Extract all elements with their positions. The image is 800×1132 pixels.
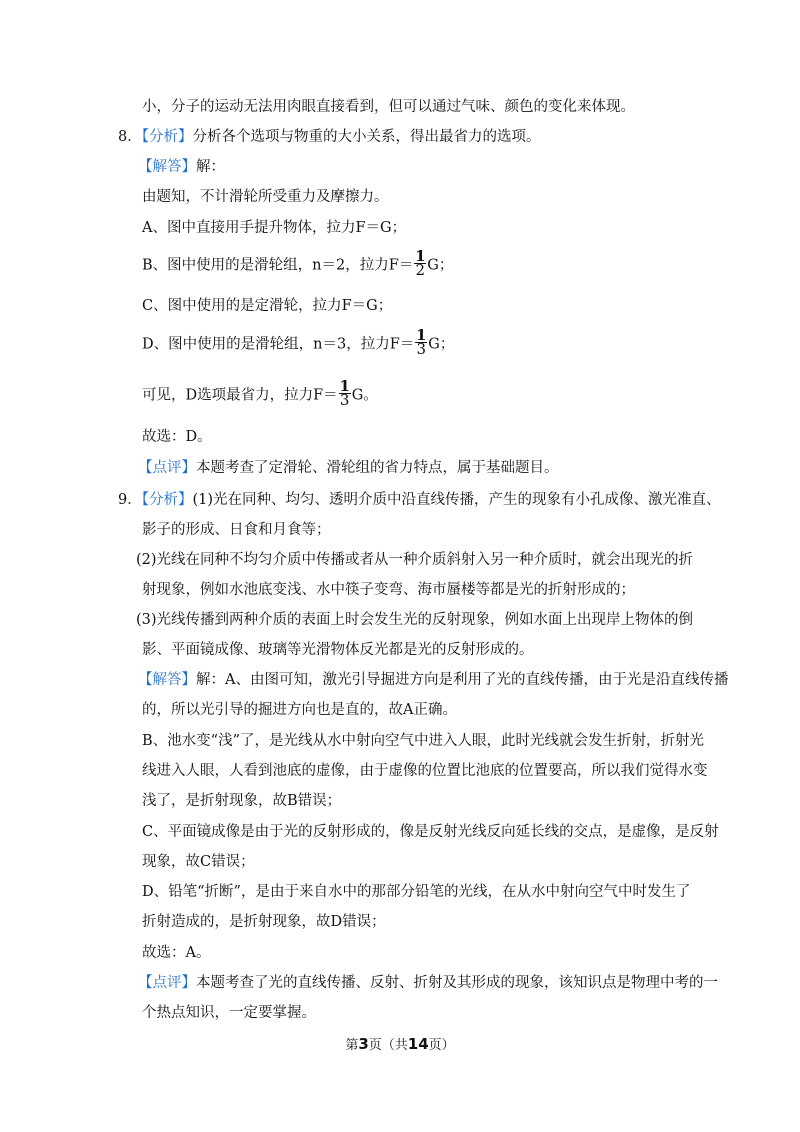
text-line: 影子的形成、日食和月食等； bbox=[142, 522, 331, 538]
text-span: G； bbox=[427, 257, 454, 274]
text-span: B、图中使用的是滑轮组，n＝2，拉力F＝ bbox=[142, 257, 414, 274]
text-line: 影、平面镜成像、玻璃等光滑物体反光都是光的反射形成的。 bbox=[142, 642, 534, 658]
formula-line bbox=[142, 247, 454, 279]
text-line: 个热点知识，一定要掌握。 bbox=[142, 1005, 316, 1021]
numerator: 1 bbox=[415, 247, 426, 265]
answer-text: 解：A、由图可知，激光引导掘进方向是利用了光的直线传播，由于光是沿直线传播 bbox=[196, 672, 729, 688]
fraction-third bbox=[339, 377, 351, 409]
answer-line bbox=[138, 670, 728, 690]
analysis-tag: 【分析】 bbox=[141, 129, 193, 145]
answer-tag: 【解答】 bbox=[138, 159, 196, 175]
text-span: 可见，D选项最省力，拉力F＝ bbox=[142, 387, 338, 404]
analysis-tag: 【分析】 bbox=[141, 492, 193, 508]
text-line: 由题知，不计滑轮所受重力及摩擦力。 bbox=[142, 189, 389, 205]
page-number: 3 bbox=[358, 1035, 369, 1053]
text-line: 小，分子的运动无法用肉眼直接看到，但可以通过气味、颜色的变化来体现。 bbox=[142, 99, 635, 115]
answer-text: 解： bbox=[196, 159, 225, 175]
comment-tag: 【点评】 bbox=[138, 460, 196, 476]
formula-line bbox=[142, 377, 378, 409]
page-footer bbox=[0, 1034, 800, 1053]
question-number: 8． bbox=[118, 129, 142, 145]
fraction-half bbox=[414, 247, 426, 279]
answer-tag: 【解答】 bbox=[138, 672, 196, 688]
text-line: 浅了，是折射现象，故B错误； bbox=[142, 793, 342, 809]
comment-text: 本题考查了定滑轮、滑轮组的省力特点，属于基础题目。 bbox=[196, 460, 559, 476]
text-line: 故选：D。 bbox=[142, 429, 212, 445]
text-line: D、铅笔“折断”，是由于来自水中的那部分铅笔的光线，在从水中射向空气中时发生了 bbox=[142, 884, 691, 900]
denominator: 3 bbox=[339, 391, 350, 409]
analysis-text: 分析各个选项与物重的大小关系，得出最省力的选项。 bbox=[192, 129, 541, 145]
denominator: 3 bbox=[416, 340, 427, 358]
text-line: (2)光线在同种不均匀介质中传播或者从一种介质斜射入另一种介质时，就会出现光的折 bbox=[136, 552, 694, 568]
footer-text: 第 bbox=[345, 1038, 359, 1053]
comment-line bbox=[138, 973, 718, 993]
text-line: C、图中使用的是定滑轮，拉力F＝G； bbox=[142, 298, 393, 314]
fraction-third bbox=[415, 326, 427, 358]
numerator: 1 bbox=[339, 377, 350, 395]
text-line: 的，所以光引导的掘进方向也是直的，故A正确。 bbox=[142, 702, 457, 718]
text-line: 故选：A。 bbox=[142, 945, 211, 961]
text-line: 折射造成的，是折射现象，故D错误； bbox=[142, 914, 386, 930]
numerator: 1 bbox=[416, 326, 427, 344]
formula-line bbox=[142, 326, 455, 358]
text-line: C、平面镜成像是由于光的反射形成的，像是反射光线反向延长线的交点，是虚像，是反射 bbox=[142, 824, 719, 840]
text-span: D、图中使用的是滑轮组，n＝3，拉力F＝ bbox=[142, 336, 415, 353]
text-line: 线进入人眼，人看到池底的虚像，由于虚像的位置比池底的位置要高，所以我们觉得水变 bbox=[142, 763, 708, 779]
total-pages: 14 bbox=[407, 1035, 429, 1053]
text-span: G。 bbox=[351, 387, 378, 404]
text-span: G； bbox=[428, 336, 455, 353]
comment-tag: 【点评】 bbox=[138, 975, 196, 991]
text-line: B、池水变“浅”了，是光线从水中射向空气中进入人眼，此时光线就会发生折射，折射光 bbox=[142, 733, 704, 749]
analysis-text: (1)光在同种、均匀、透明介质中沿直线传播，产生的现象有小孔成像、激光准直、 bbox=[192, 492, 721, 508]
footer-text: 页） bbox=[428, 1038, 455, 1053]
text-line: A、图中直接用手提升物体，拉力F＝G； bbox=[142, 220, 407, 236]
text-line: 现象，故C错误； bbox=[142, 854, 255, 870]
denominator: 2 bbox=[415, 261, 426, 279]
text-line: 射现象，例如水池底变浅、水中筷子变弯、海市蜃楼等都是光的折射形成的； bbox=[142, 582, 635, 598]
question-8-line bbox=[118, 127, 540, 147]
answer-line bbox=[138, 157, 225, 177]
comment-line bbox=[138, 458, 559, 478]
footer-text: 页（共 bbox=[368, 1038, 408, 1053]
question-9-line bbox=[118, 490, 721, 510]
comment-text: 本题考查了光的直线传播、反射、折射及其形成的现象，该知识点是物理中考的一 bbox=[196, 975, 718, 991]
text-line: (3)光线传播到两种介质的表面上时会发生光的反射现象，例如水面上出现岸上物体的倒 bbox=[136, 612, 694, 628]
question-number: 9． bbox=[118, 492, 142, 508]
